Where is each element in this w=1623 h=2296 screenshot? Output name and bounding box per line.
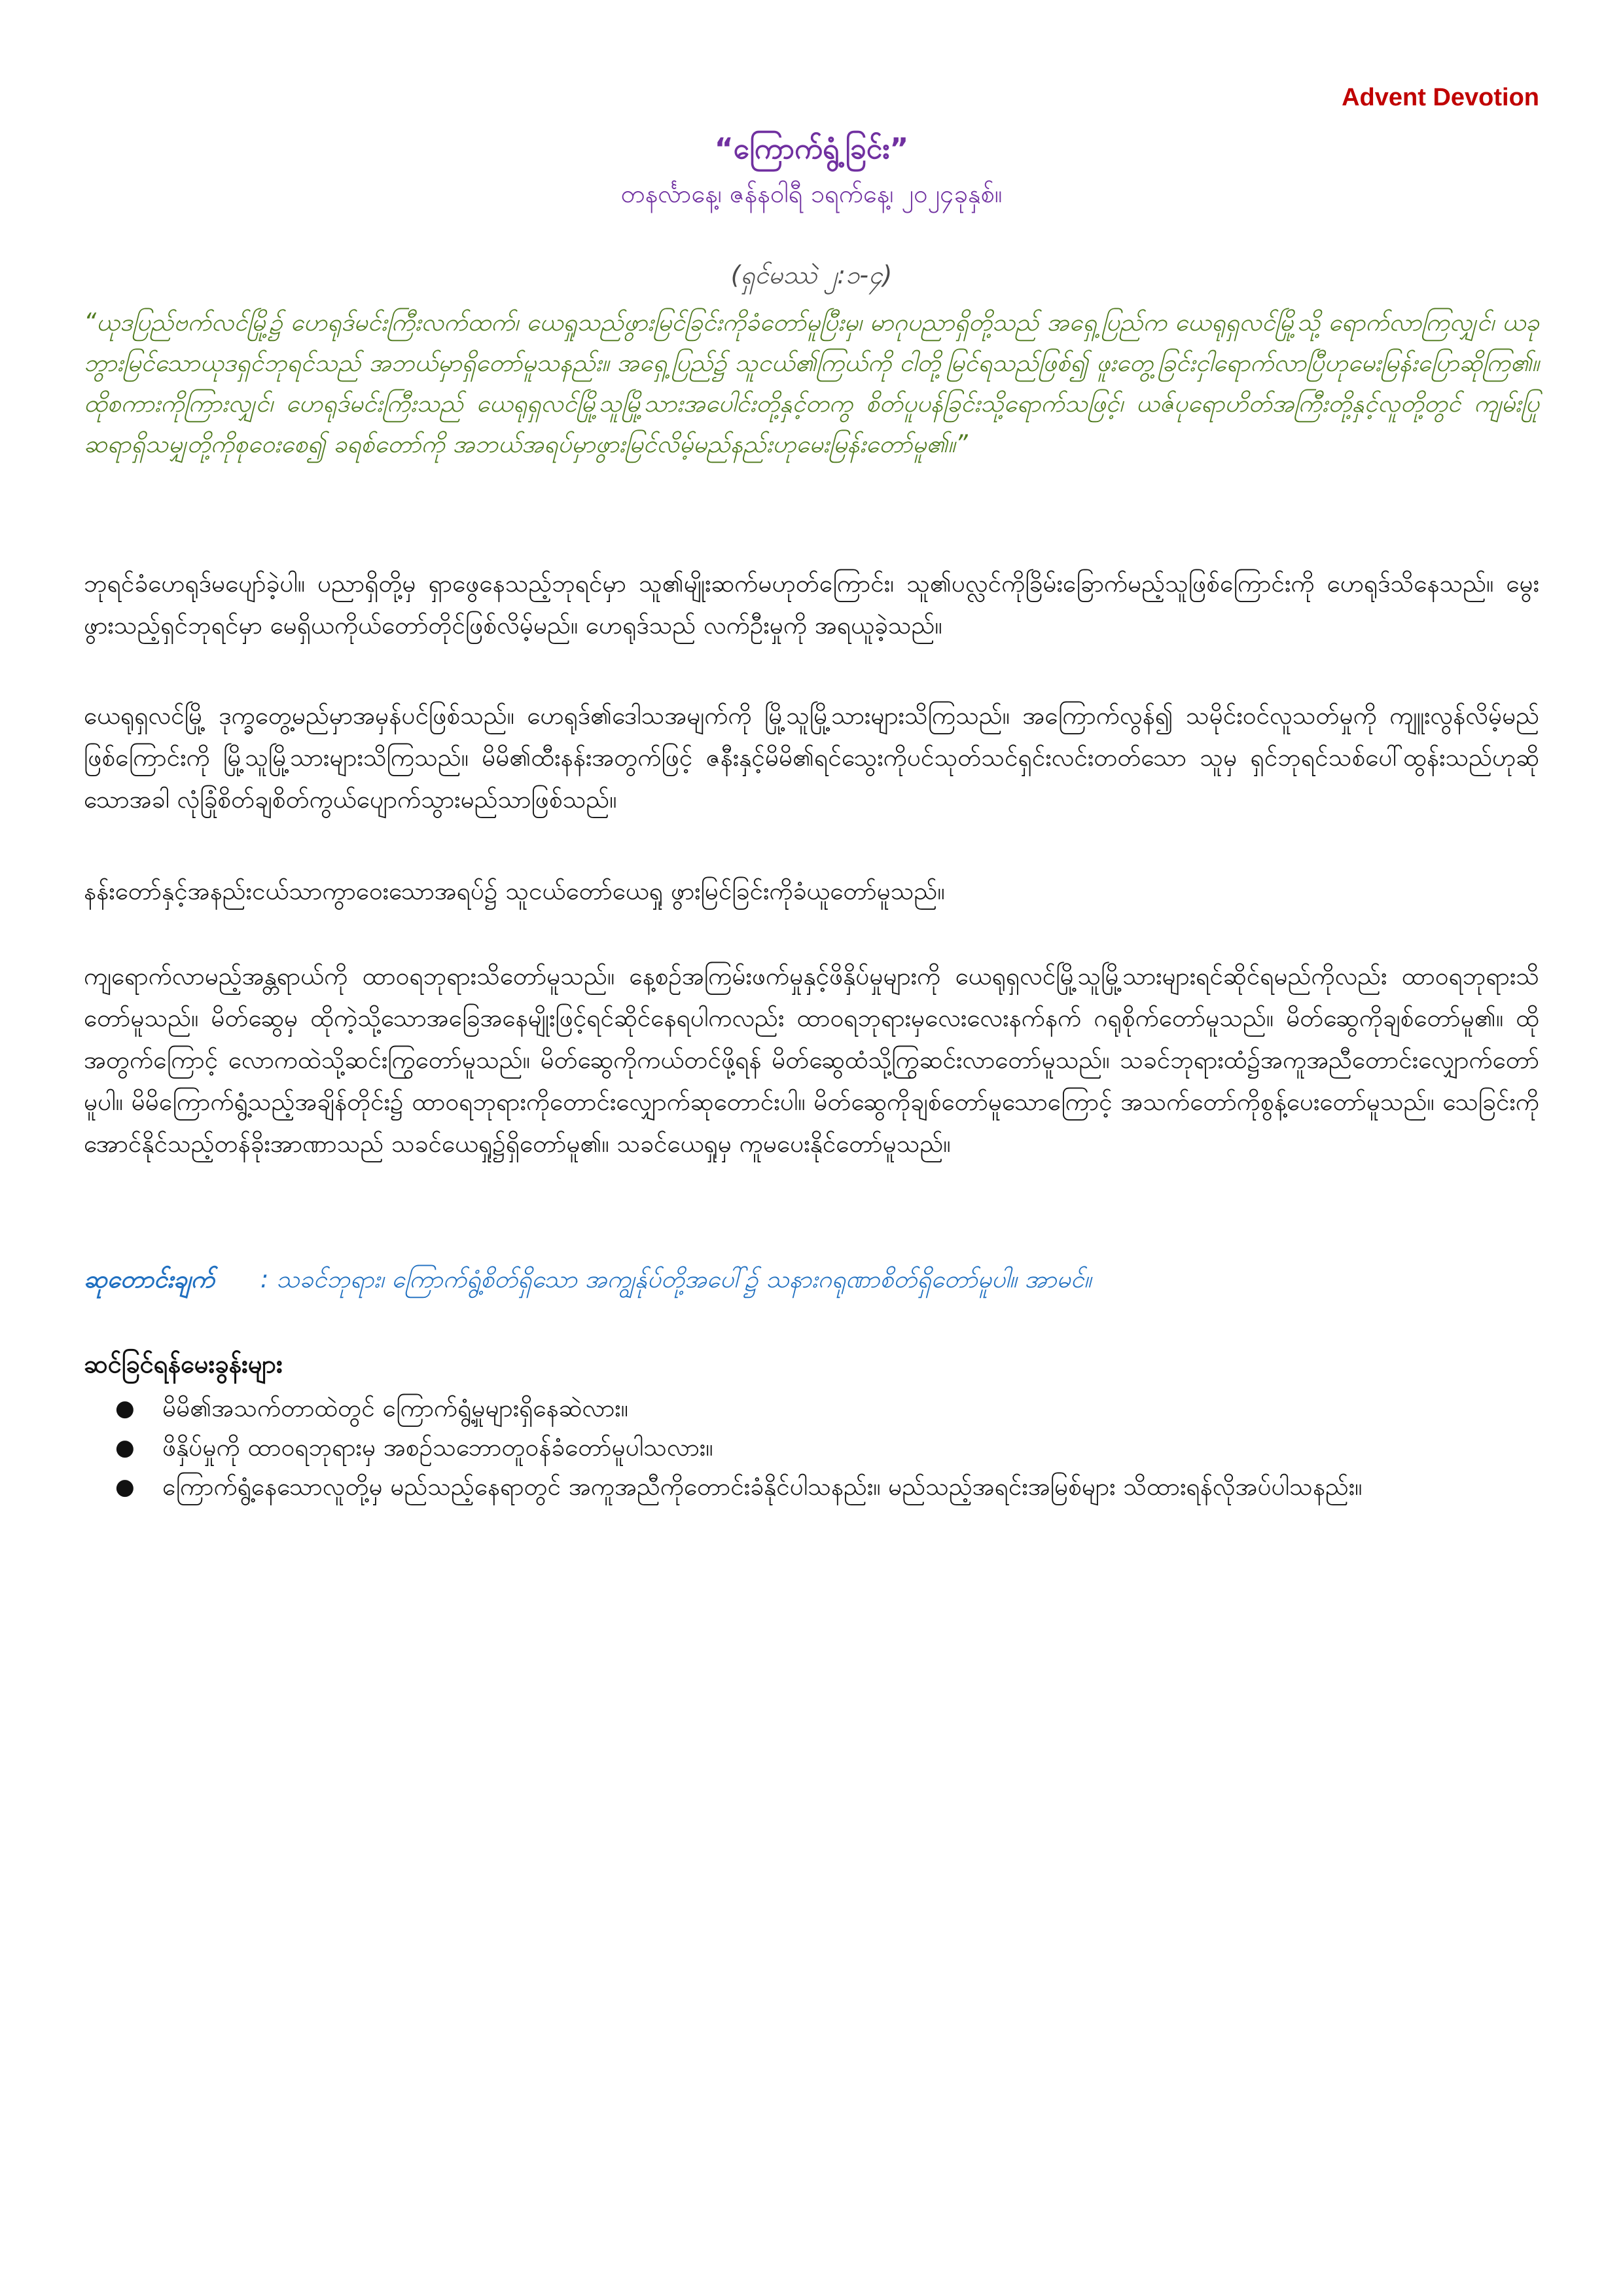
scripture-passage: “ယုဒပြည်ဗက်လင်မြို့၌ ဟေရုဒ်မင်းကြီးလက်ထက်၊ ယေရှုသည်ဖွားမြင်ခြင်းကိုခံတော်မူပြီးမှ၊ မာဂုပညာရှိတို့သည် အရှေ့ပြည်က ယေရုရှလင်မြို့သို့ ရောက်လာကြလျှင်၊ ယခုဘွားမြင်သောယုဒရှင်ဘုရင်သည် အဘယ်မှာရှိတော်မူသနည်း။ အရှေ့ပြည်၌ သူငယ်၏ကြယ်ကို ငါတို့မြင်ရသည်ဖြစ်၍ ဖူးတွေ့ခြင်းငှါရောက်လာပြီဟုမေးမြန်းပြောဆိုကြ၏။ ထိုစကားကိုကြားလျှင်၊ ဟေရုဒ်မင်းကြီးသည် ယေရုရှလင်မြို့သူမြို့သားအပေါင်းတို့နှင့်တကွ စိတ်ပူပန်ခြင်းသို့ရောက်သဖြင့်၊ ယဇ်ပုရောဟိတ်အကြီးတို့နှင့်လူတို့တွင် ကျမ်းပြုဆရာရှိသမျှတို့ကိုစုဝေးစေ၍ ခရစ်တော်ကို အဘယ်အရပ်မှာဖွားမြင်လိမ့်မည်နည်းဟုမေးမြန်းတော်မူ၏။” [84,308,1539,458]
bullet-icon: ● [115,1435,135,1461]
reflection-questions-heading: ဆင်ခြင်ရန်မေးခွန်းများ [84,1350,283,1378]
list-item [115,1428,1539,1467]
prayer-label: ဆုတောင်းချက် [84,1265,215,1293]
prayer-section [84,1260,1539,1299]
devotion-date: တနင်္လာနေ့၊ ဇန်နဝါရီ ၁ရက်နေ့၊ ၂၀၂၄ခုနှစ်။ [620,179,1003,208]
question-text: ဖိနှိပ်မှုကို ထာဝရဘုရားမှ အစဉ်သဘောတူဝန်ခံတော်မူပါသလား။ [162,1433,713,1462]
prayer-text: : သခင်ဘုရား၊ ကြောက်ရွံ့စိတ်ရှိသော အကျွန်ုပ်တို့အပေါ်၌ သနားဂရုဏာစိတ်ရှိတော်မူပါ။ အာမင်။ [260,1265,1092,1293]
bullet-icon: ● [115,1395,135,1422]
body-paragraph-1: ဘုရင်ခံဟေရုဒ်မပျော်ခဲ့ပါ။ ပညာရှိတို့မှ ရှာဖွေနေသည့်ဘုရင်မှာ သူ၏မျိုးဆက်မဟုတ်ကြောင်း၊ သူ၏ပလ္လင်ကိုခြိမ်းခြောက်မည့်သူဖြစ်ကြောင်းကို ဟေရုဒ်သိနေသည်။ မွေးဖွားသည့်ရှင်ဘုရင်မှာ မေရှိယကိုယ်တော်တိုင်ဖြစ်လိမ့်မည်။ ဟေရုဒ်သည် လက်ဦးမှုကို အရယူခဲ့သည်။ [84,569,1539,639]
devotion-title: “ကြောက်ရွံ့ခြင်း” [714,132,909,166]
list-item [115,1389,1539,1428]
advent-devotion-label: Advent Devotion [1342,84,1539,111]
reflection-questions-list [84,1389,1539,1507]
scripture-reference: (ရှင်မဿဲ ၂:၁-၄) [730,260,893,289]
body-paragraph-2: ယေရုရှလင်မြို့ ဒုက္ခတွေ့မည်မှာအမှန်ပင်ဖြစ်သည်။ ဟေရုဒ်၏ဒေါသအမျက်ကို မြို့သူမြို့သားများသိကြသည်။ အကြောက်လွန်၍ သမိုင်းဝင်လူသတ်မှုကို ကျူးလွန်လိမ့်မည်ဖြစ်ကြောင်းကို မြို့သူမြို့သားများသိကြသည်။ မိမိ၏ထီးနန်းအတွက်ဖြင့် ဇနီးနှင့်မိမိ၏ရင်သွေးကိုပင်သုတ်သင်ရှင်းလင်းတတ်သော သူမှ ရှင်ဘုရင်သစ်ပေါ်ထွန်းသည်ဟုဆိုသောအခါ လုံခြုံစိတ်ချစိတ်ကွယ်ပျောက်သွားမည်သာဖြစ်သည်။ [84,702,1539,814]
bullet-icon: ● [115,1474,135,1500]
body-paragraph-4: ကျရောက်လာမည့်အန္တရာယ်ကို ထာဝရဘုရားသိတော်မူသည်။ နေ့စဉ်အကြမ်းဖက်မှုနှင့်ဖိနှိပ်မှုများကို ယေရုရှလင်မြို့သူမြို့သားများရင်ဆိုင်ရမည်ကိုလည်း ထာဝရဘုရားသိတော်မူသည်။ မိတ်ဆွေမှ ထိုကဲ့သို့သောအခြေအနေမျိုးဖြင့်ရင်ဆိုင်နေရပါကလည်း ထာဝရဘုရားမှလေးလေးနက်နက် ဂရုစိုက်တော်မူသည်။ မိတ်ဆွေကိုချစ်တော်မူ၏။ ထိုအတွက်ကြောင့် လောကထဲသို့ဆင်းကြွတော်မူသည်။ မိတ်ဆွေကိုကယ်တင်ဖို့ရန် မိတ်ဆွေထံသို့ကြွဆင်းလာတော်မူသည်။ သခင်ဘုရားထံ၌အကူအညီတောင်းလျှောက်တော်မူပါ။ မိမိကြောက်ရွံ့သည့်အချိန်တိုင်း၌ ထာဝရဘုရားကိုတောင်းလျှောက်ဆုတောင်းပါ။ မိတ်ဆွေကိုချစ်တော်မူသောကြောင့် အသက်တော်ကိုစွန့်ပေးတော်မူသည်။ သေခြင်းကိုအောင်နိုင်သည့်တန်ခိုးအာဏာသည် သခင်ယေရှု၌ရှိတော်မူ၏။ သခင်ယေရှုမှ ကူမပေးနိုင်တော်မူသည်။ [84,962,1539,1158]
list-item [115,1467,1539,1507]
body-paragraph-3: နန်းတော်နှင့်အနည်းငယ်သာကွာဝေးသောအရပ်၌ သူငယ်တော်ယေရှု ဖွားမြင်ခြင်းကိုခံယူတော်မူသည်။ [84,877,945,905]
question-text: မိမိ၏အသက်တာထဲတွင် ကြောက်ရွံ့မှုများရှိနေဆဲလား။ [162,1394,628,1422]
question-text: ကြောက်ရွံ့နေသောလူတို့မှ မည်သည့်နေရာတွင် အကူအညီကိုတောင်းခံနိုင်ပါသနည်း။ မည်သည့်အရင်းအမြစ်များ သိထားရန်လိုအပ်ပါသနည်း။ [162,1473,1363,1501]
